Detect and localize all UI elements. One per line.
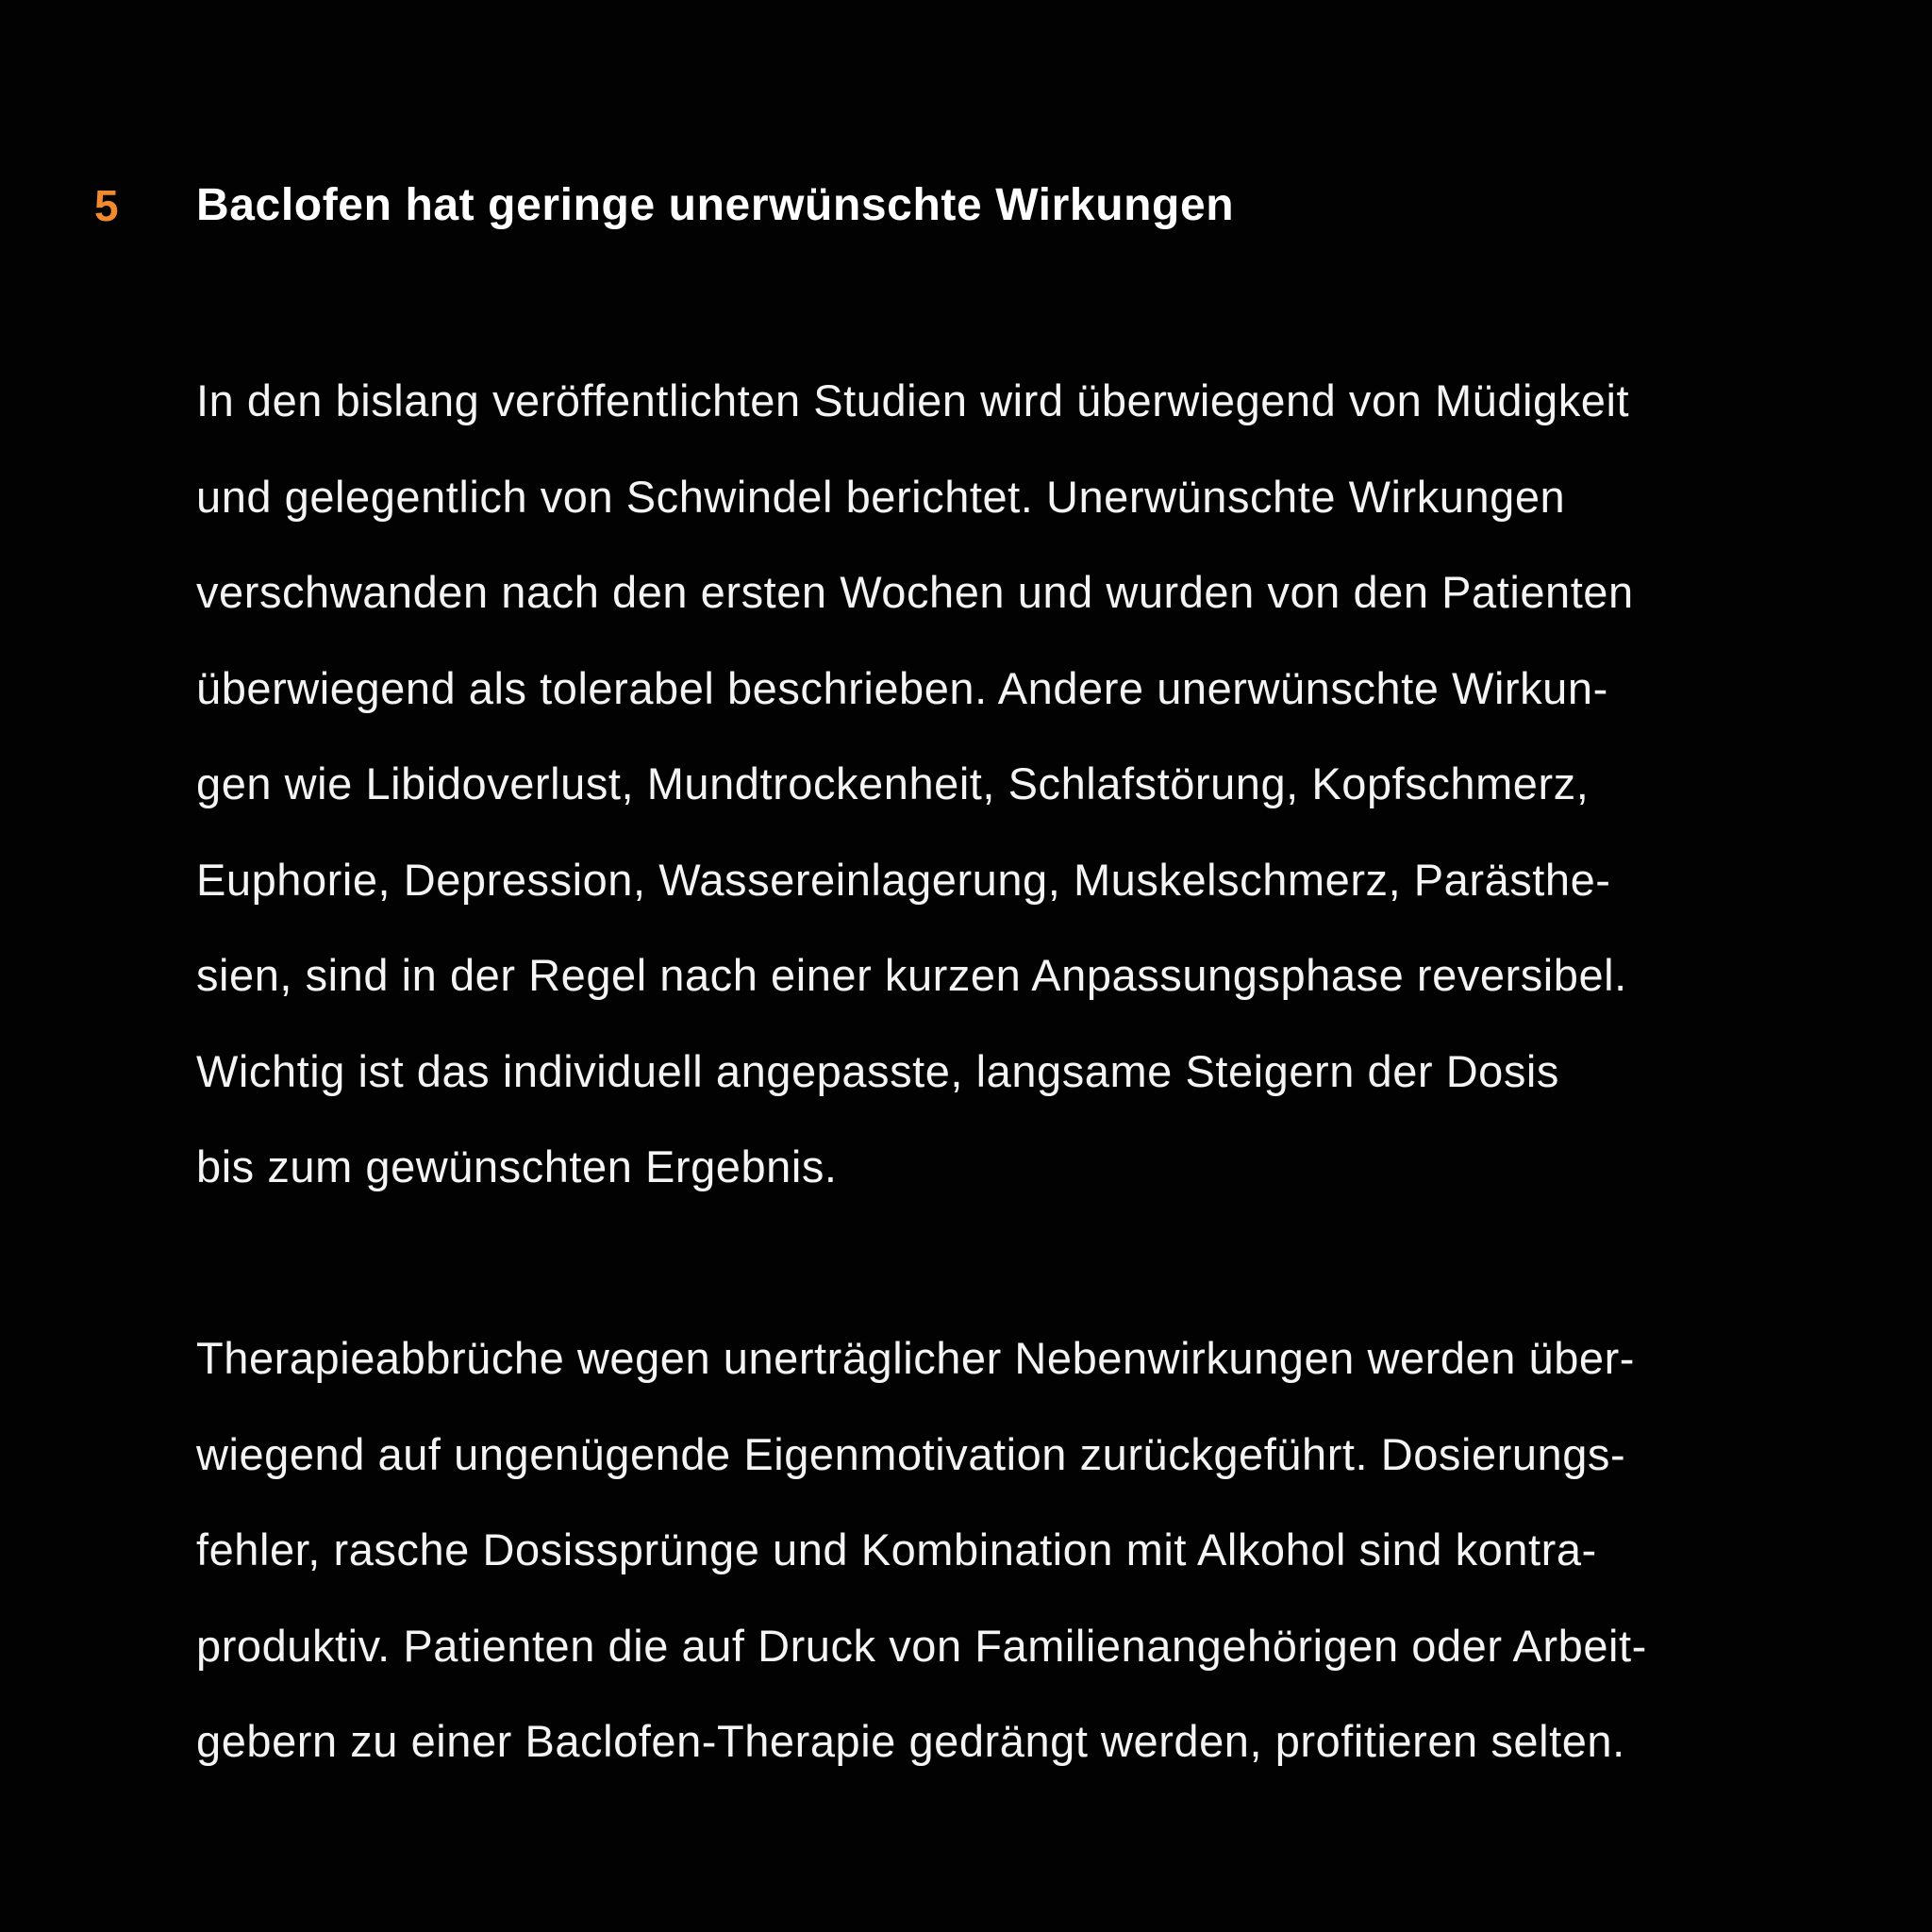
paragraph-line: überwiegend als tolerabel beschrieben. Andere unerwünschte Wirkun- bbox=[196, 662, 1608, 713]
paragraph-line: und gelegentlich von Schwindel berichtet. Unerwünschte Wirkungen bbox=[196, 471, 1566, 522]
paragraph-line: wiegend auf ungenügende Eigenmotivation zurückgeführt. Dosierungs- bbox=[196, 1428, 1626, 1479]
paragraph-line: fehler, rasche Dosissprünge und Kombination mit Alkohol sind kontra- bbox=[196, 1524, 1597, 1574]
paragraph-line: bis zum gewünschten Ergebnis. bbox=[196, 1141, 838, 1191]
paragraph-line: produktiv. Patienten die auf Druck von Familienangehörigen oder Arbeit- bbox=[196, 1620, 1647, 1671]
paragraph-line: Therapieabbrüche wegen unerträglicher Nebenwirkungen werden über- bbox=[196, 1333, 1635, 1383]
paragraph-line: sien, sind in der Regel nach einer kurzen Anpassungsphase reversibel. bbox=[196, 950, 1627, 1000]
paragraph-line: Wichtig ist das individuell angepasste, langsame Steigern der Dosis bbox=[196, 1045, 1559, 1096]
paragraph-line: gen wie Libidoverlust, Mundtrockenheit, Schlafstörung, Kopfschmerz, bbox=[196, 758, 1590, 808]
section-number: 5 bbox=[94, 181, 119, 230]
paragraph-line: gebern zu einer Baclofen-Therapie gedrängt werden, profitieren selten. bbox=[196, 1716, 1625, 1766]
paragraph-line: verschwanden nach den ersten Wochen und wurden von den Patienten bbox=[196, 567, 1634, 617]
paragraph-therapy-discontinuation bbox=[196, 1325, 1857, 1805]
section-heading: Baclofen hat geringe unerwünschte Wirkungen bbox=[196, 180, 1235, 230]
paragraph-line: In den bislang veröffentlichten Studien wird überwiegend von Müdigkeit bbox=[196, 375, 1630, 425]
paragraph-side-effects bbox=[196, 368, 1857, 1230]
paragraph-line: Euphorie, Depression, Wassereinlagerung, Muskelschmerz, Parästhe- bbox=[196, 854, 1611, 905]
